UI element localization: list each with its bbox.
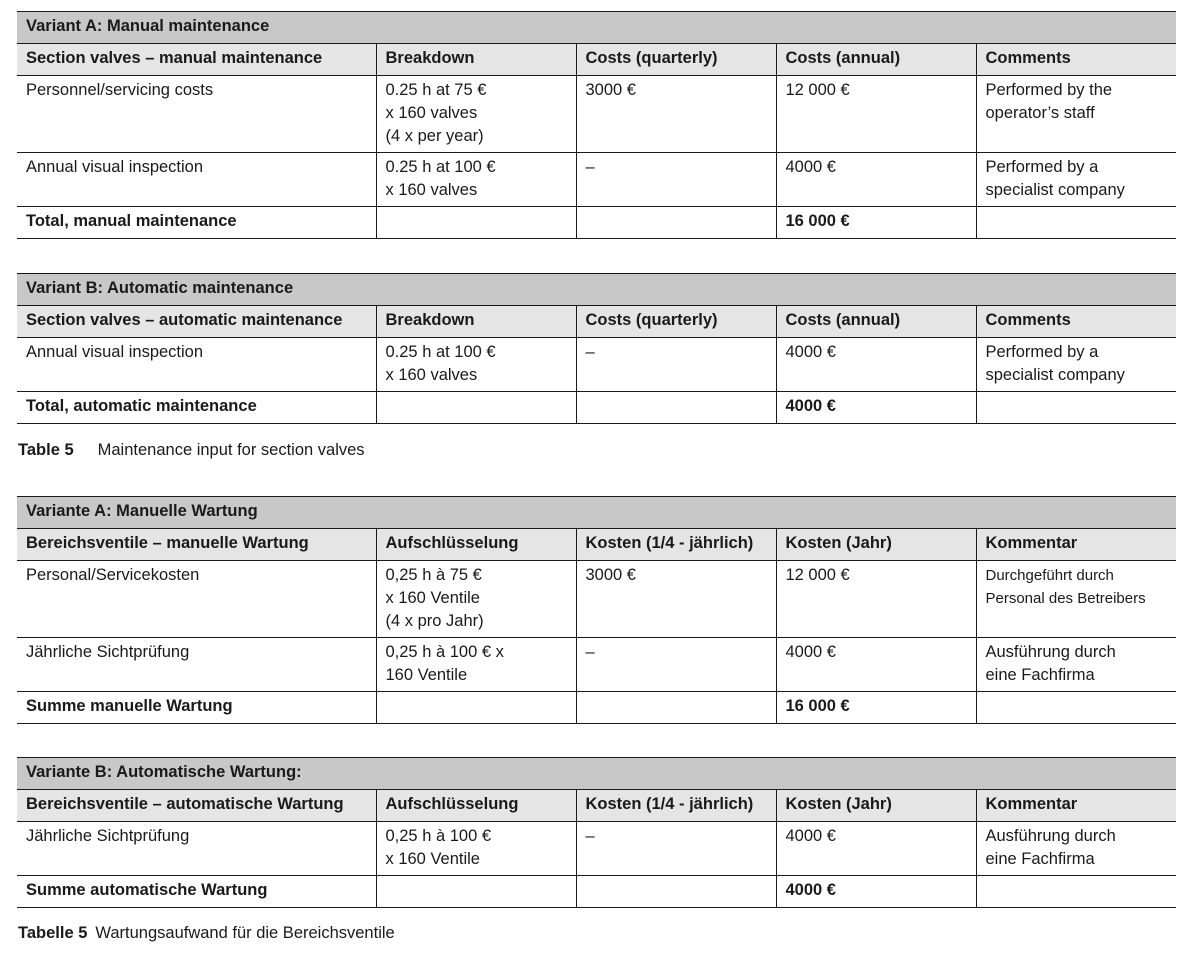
header-cell: Breakdown [376,306,576,338]
header-cell: Kosten (1/4 - jährlich) [576,529,776,561]
header-cell: Comments [976,306,1176,338]
caption-label: Table 5 [18,441,74,459]
table-title: Variant B: Automatic maintenance [17,274,1176,306]
header-cell: Kosten (Jahr) [776,790,976,822]
total-value: 4000 € [776,392,976,424]
table-cell: Performed by a specialist company [976,338,1176,392]
header-cell: Section valves – manual maintenance [17,44,376,76]
table-cell: Annual visual inspection [17,153,376,207]
header-row [17,306,1176,338]
table-cell: 0,25 h à 100 € x 160 Ventile [376,822,576,876]
header-cell: Kosten (Jahr) [776,529,976,561]
table-cell: Annual visual inspection [17,338,376,392]
table-cell [376,392,576,424]
table-cell [976,207,1176,239]
table-cell: 0,25 h à 75 € x 160 Ventile (4 x pro Jahr) [376,561,576,638]
table-cell: 4000 € [776,822,976,876]
table-cell: 4000 € [776,638,976,692]
table-cell: 4000 € [776,153,976,207]
table-cell: 0,25 h à 100 € x 160 Ventile [376,638,576,692]
table-cell [576,876,776,908]
table-cell: 12 000 € [776,76,976,153]
table-cell: 4000 € [776,338,976,392]
total-label: Summe automatische Wartung [17,876,376,908]
header-cell: Comments [976,44,1176,76]
table-cell: 0.25 h at 100 € x 160 valves [376,338,576,392]
table-variante-a-manuelle [17,496,1176,724]
table-cell [376,692,576,724]
table-cell: Performed by a specialist company [976,153,1176,207]
table-cell [376,876,576,908]
table-cell: – [576,638,776,692]
total-value: 16 000 € [776,692,976,724]
total-row [17,207,1176,239]
table-cell: Performed by the operator’s staff [976,76,1176,153]
table-cell [976,692,1176,724]
header-row [17,790,1176,822]
table-row [17,338,1176,392]
table-cell: 3000 € [576,76,776,153]
table-row [17,561,1176,638]
caption-text: Maintenance input for section valves [97,441,365,459]
table-title-row [17,497,1176,529]
table-cell: 0.25 h at 100 € x 160 valves [376,153,576,207]
header-cell: Costs (annual) [776,44,976,76]
header-cell: Aufschlüsselung [376,790,576,822]
table-variant-b-automatic [17,273,1176,424]
header-cell: Aufschlüsselung [376,529,576,561]
caption-text: Wartungsaufwand für die Bereichsventile [95,924,395,942]
table-cell [376,207,576,239]
total-value: 16 000 € [776,207,976,239]
table-cell: Durchgeführt durch Personal des Betreibers [976,561,1176,638]
header-cell: Breakdown [376,44,576,76]
table-cell: – [576,338,776,392]
total-label: Summe manuelle Wartung [17,692,376,724]
total-label: Total, manual maintenance [17,207,376,239]
table-cell [976,392,1176,424]
table-title-row [17,758,1176,790]
table-caption-en [18,440,365,460]
table-title: Variante B: Automatische Wartung: [17,758,1176,790]
table-title: Variant A: Manual maintenance [17,12,1176,44]
table-cell: Jährliche Sichtprüfung [17,638,376,692]
header-row [17,529,1176,561]
table-cell: Personnel/servicing costs [17,76,376,153]
table-row [17,822,1176,876]
table-row [17,153,1176,207]
table-title: Variante A: Manuelle Wartung [17,497,1176,529]
table-cell: Jährliche Sichtprüfung [17,822,376,876]
table-cell [576,207,776,239]
table-row [17,638,1176,692]
header-cell: Kosten (1/4 - jährlich) [576,790,776,822]
header-row [17,44,1176,76]
header-cell: Costs (annual) [776,306,976,338]
total-label: Total, automatic maintenance [17,392,376,424]
header-cell: Section valves – automatic maintenance [17,306,376,338]
table-variant-a-manual [17,11,1176,239]
table-cell: 3000 € [576,561,776,638]
total-row [17,876,1176,908]
header-cell: Kommentar [976,529,1176,561]
total-value: 4000 € [776,876,976,908]
caption-label: Tabelle 5 [18,924,88,942]
table-cell: – [576,822,776,876]
table-cell [576,692,776,724]
header-cell: Costs (quarterly) [576,44,776,76]
total-row [17,692,1176,724]
header-cell: Costs (quarterly) [576,306,776,338]
table-cell: Personal/Servicekosten [17,561,376,638]
table-cell: Ausführung durch eine Fachfirma [976,822,1176,876]
table-row [17,76,1176,153]
table-cell [976,876,1176,908]
table-title-row [17,12,1176,44]
header-cell: Bereichsventile – automatische Wartung [17,790,376,822]
table-caption-de [18,923,395,943]
table-cell [576,392,776,424]
header-cell: Kommentar [976,790,1176,822]
total-row [17,392,1176,424]
table-variante-b-automatische [17,757,1176,908]
header-cell: Bereichsventile – manuelle Wartung [17,529,376,561]
table-cell: 0.25 h at 75 € x 160 valves (4 x per year) [376,76,576,153]
table-cell: – [576,153,776,207]
table-cell: Ausführung durch eine Fachfirma [976,638,1176,692]
table-title-row [17,274,1176,306]
table-cell: 12 000 € [776,561,976,638]
